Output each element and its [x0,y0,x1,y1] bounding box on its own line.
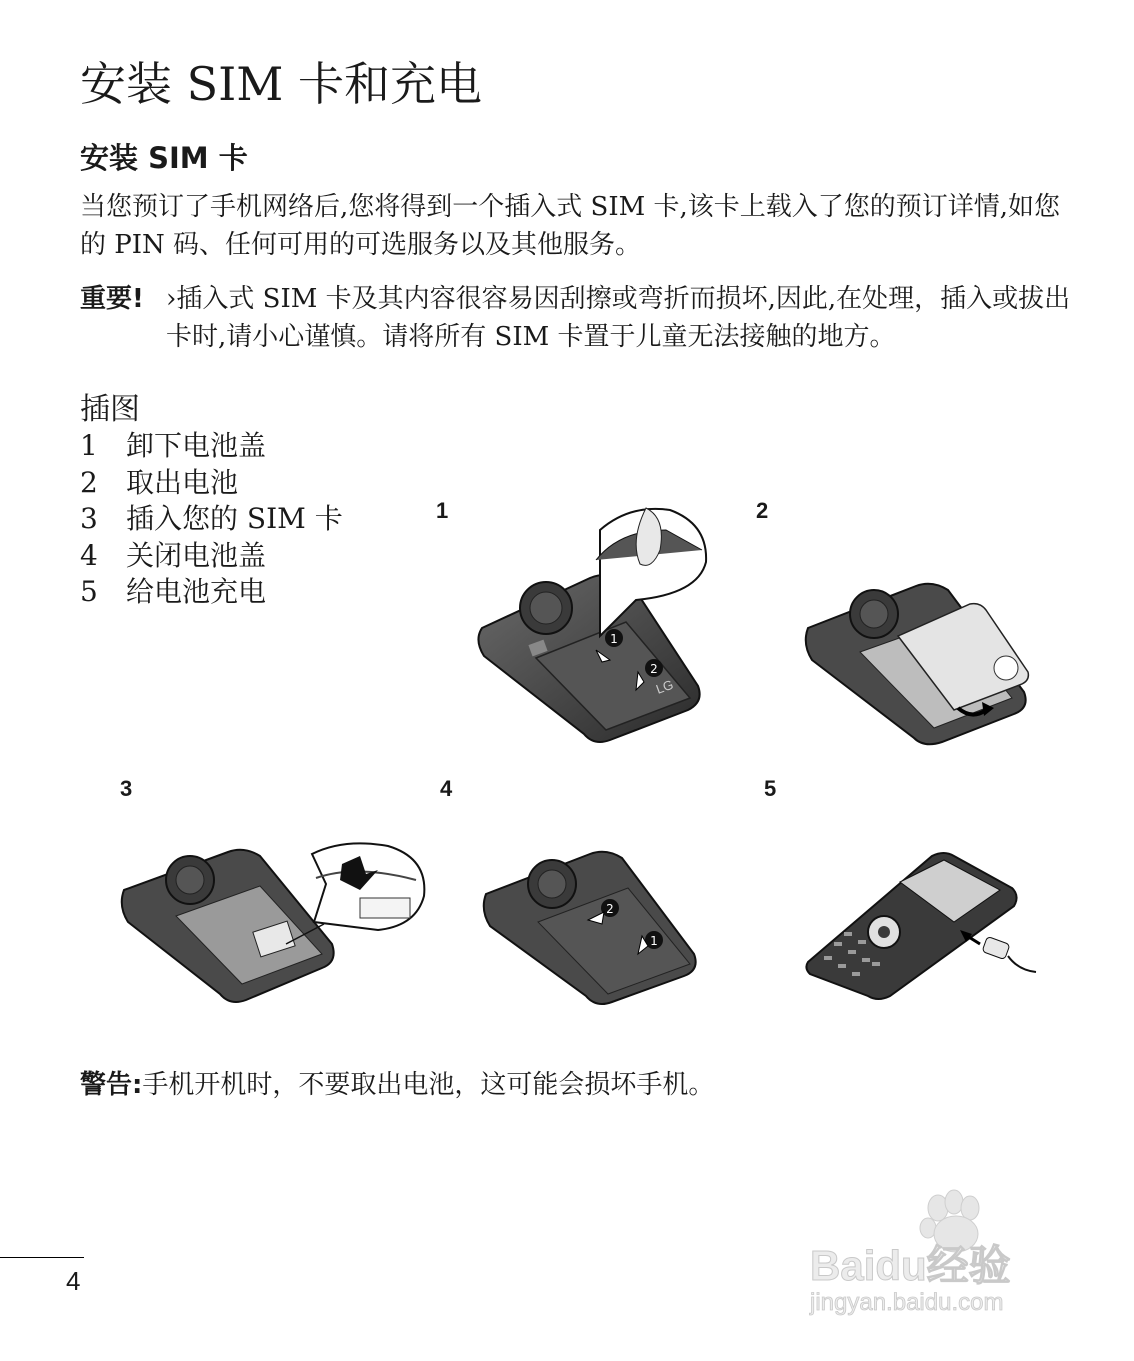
list-item: 5 给电池充电 [80,575,267,608]
baidu-watermark [806,1188,1076,1318]
warning-text: 手机开机时，不要取出电池，这可能会损坏手机。 [142,1070,715,1100]
watermark-brand: Baidu经验 [810,1242,1011,1289]
svg-text:1: 1 [610,632,618,646]
svg-text:1: 1 [650,934,658,948]
list-item: 4 关闭电池盖 [80,538,267,572]
figure-label-2: 2 [756,498,769,523]
steps-list [80,428,343,611]
svg-text:2: 2 [650,662,658,676]
important-text: ›插入式 SIM 卡及其内容很容易因刮擦或弯折而损坏,因此,在处理，插入或拔出卡时,请小心谨慎。请将所有 SIM 卡置于儿童无法接触的地方。 [166,284,1071,352]
page-number: 4 [66,1266,81,1296]
intro-paragraph: 当您预订了手机网络后,您将得到一个插入式 SIM 卡,该卡上载入了您的预订详情,如您的 PIN 码、任何可用的可选服务以及其他服务。 [80,192,1061,260]
figures-heading: 插图 [80,392,140,427]
figure-remove-cover [470,490,710,750]
figure-label-1: 1 [436,498,449,523]
lg-logo: LG [653,676,676,697]
figure-label-5: 5 [764,776,777,801]
figure-insert-sim [116,834,436,1014]
figure-label-4: 4 [440,776,453,801]
figure-close-cover [478,846,708,1008]
figure-charge-battery [804,852,1040,1002]
figure-label-3: 3 [120,776,133,801]
svg-text:2: 2 [606,902,614,916]
list-item: 2 取出电池 [80,465,239,499]
list-item: 1 卸下电池盖 [80,429,267,462]
list-item: 3 插入您的 SIM 卡 [80,502,343,535]
footer-divider [0,1257,84,1258]
warning-label: 警告: [80,1070,143,1100]
important-label: 重要! [80,284,144,314]
figure-remove-battery [800,580,1040,750]
warning-note [80,1064,714,1101]
page-title: 安装 SIM 卡和充电 [80,57,483,111]
section-heading: 安装 SIM 卡 [80,141,248,175]
watermark-url: jingyan.baidu.com [810,1289,1004,1316]
